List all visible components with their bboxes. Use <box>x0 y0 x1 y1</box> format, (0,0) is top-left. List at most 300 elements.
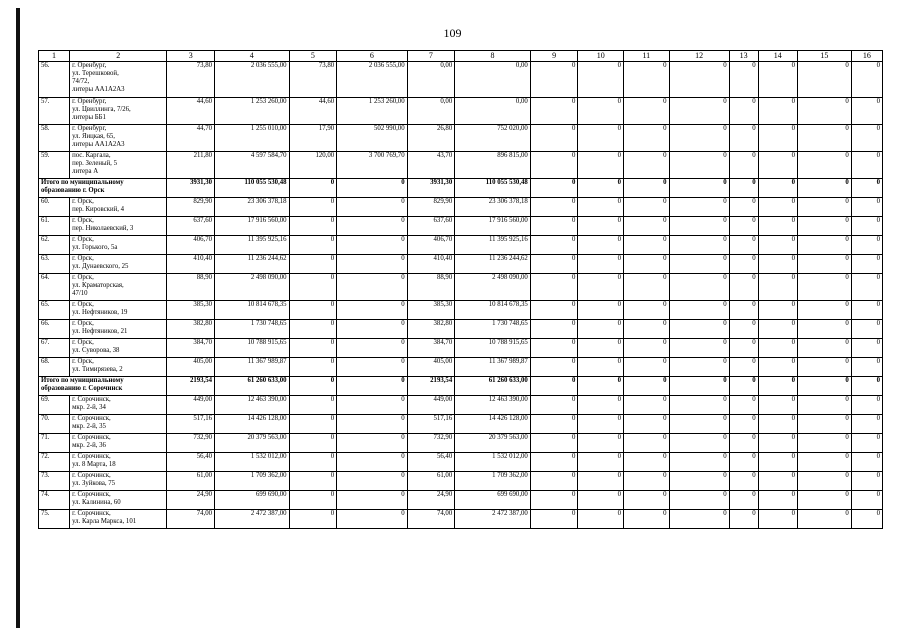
value-cell: 0 <box>729 300 758 319</box>
value-cell: 10 788 915,65 <box>455 338 531 357</box>
value-cell: 26,80 <box>407 124 455 151</box>
value-cell: 0 <box>289 490 337 509</box>
value-cell: 0 <box>758 471 797 490</box>
value-cell: 0 <box>530 197 578 216</box>
value-cell: 0 <box>758 357 797 376</box>
table-row <box>39 300 883 319</box>
value-cell: 0,00 <box>407 97 455 124</box>
table-row <box>39 235 883 254</box>
value-cell: 0 <box>578 178 624 197</box>
value-cell: 0 <box>337 178 407 197</box>
value-cell: 44,70 <box>167 124 215 151</box>
value-cell: 4 597 584,70 <box>215 151 290 178</box>
value-cell: 12 463 390,00 <box>455 395 531 414</box>
value-cell: 17,90 <box>289 124 337 151</box>
value-cell: 0 <box>624 178 670 197</box>
value-cell: 0 <box>624 376 670 395</box>
column-header: 14 <box>758 51 797 62</box>
value-cell: 637,60 <box>167 216 215 235</box>
address-cell <box>70 235 167 254</box>
row-number-cell: 56. <box>39 61 70 97</box>
address-line: ул. Цвиллинга, 7/26, <box>72 105 131 113</box>
value-cell: 0 <box>289 338 337 357</box>
total-label-cell <box>39 376 167 395</box>
value-cell: 0 <box>289 433 337 452</box>
row-number-cell: 74. <box>39 490 70 509</box>
value-cell: 0 <box>578 216 624 235</box>
value-cell: 449,00 <box>167 395 215 414</box>
value-cell: 0 <box>530 254 578 273</box>
row-number-cell: 67. <box>39 338 70 357</box>
value-cell: 110 055 530,48 <box>455 178 531 197</box>
value-cell: 0 <box>729 319 758 338</box>
value-cell: 0 <box>797 357 851 376</box>
address-line: г. Орск, <box>72 216 94 224</box>
address-line: ул. Яицкая, 65, <box>72 132 115 140</box>
value-cell: 11 395 925,16 <box>215 235 290 254</box>
value-cell: 74,00 <box>167 509 215 528</box>
value-cell: 0 <box>758 61 797 97</box>
value-cell: 0 <box>797 509 851 528</box>
value-cell: 0 <box>729 273 758 300</box>
table-row <box>39 254 883 273</box>
value-cell: 0 <box>851 178 882 197</box>
value-cell: 410,40 <box>407 254 455 273</box>
value-cell: 0 <box>729 151 758 178</box>
value-cell: 0 <box>624 235 670 254</box>
address-line: г. Сорочинск, <box>72 471 111 479</box>
value-cell: 0 <box>851 61 882 97</box>
value-cell: 0 <box>530 97 578 124</box>
value-cell: 0 <box>337 414 407 433</box>
value-cell: 0 <box>758 300 797 319</box>
value-cell: 0,00 <box>407 61 455 97</box>
value-cell: 0 <box>337 197 407 216</box>
value-cell: 0 <box>624 338 670 357</box>
column-header: 2 <box>70 51 167 62</box>
value-cell: 0 <box>578 376 624 395</box>
value-cell: 0 <box>337 490 407 509</box>
value-cell: 0 <box>729 452 758 471</box>
address-cell <box>70 509 167 528</box>
value-cell: 3931,30 <box>167 178 215 197</box>
value-cell: 88,90 <box>407 273 455 300</box>
value-cell: 0 <box>578 124 624 151</box>
address-cell <box>70 319 167 338</box>
value-cell: 0 <box>530 124 578 151</box>
value-cell: 0 <box>337 452 407 471</box>
row-number-cell: 70. <box>39 414 70 433</box>
value-cell: 44,60 <box>167 97 215 124</box>
value-cell: 1 532 012,00 <box>215 452 290 471</box>
value-cell: 0 <box>578 235 624 254</box>
value-cell: 0 <box>758 97 797 124</box>
value-cell: 385,30 <box>407 300 455 319</box>
value-cell: 1 532 012,00 <box>455 452 531 471</box>
scan-edge-bar <box>16 8 20 628</box>
value-cell: 0 <box>797 300 851 319</box>
value-cell: 0 <box>289 509 337 528</box>
row-number-cell: 73. <box>39 471 70 490</box>
value-cell: 0 <box>851 414 882 433</box>
value-cell: 0 <box>624 452 670 471</box>
address-line: ул. Тимирязева, 2 <box>72 365 123 373</box>
value-cell: 0 <box>624 471 670 490</box>
value-cell: 0 <box>797 490 851 509</box>
value-cell: 0 <box>669 414 729 433</box>
value-cell: 0 <box>797 395 851 414</box>
table-row <box>39 490 883 509</box>
value-cell: 24,90 <box>407 490 455 509</box>
value-cell: 0 <box>624 490 670 509</box>
value-cell: 0 <box>289 471 337 490</box>
table-row <box>39 509 883 528</box>
address-line: ул. Калинина, 60 <box>72 498 121 506</box>
value-cell: 0 <box>758 338 797 357</box>
value-cell: 699 690,00 <box>215 490 290 509</box>
table-row <box>39 197 883 216</box>
value-cell: 0 <box>530 61 578 97</box>
value-cell: 829,90 <box>167 197 215 216</box>
value-cell: 0 <box>578 395 624 414</box>
total-label-line: Итого по муниципальному <box>41 178 124 186</box>
value-cell: 61,00 <box>167 471 215 490</box>
address-line: г. Сорочинск, <box>72 509 111 517</box>
value-cell: 0 <box>669 452 729 471</box>
value-cell: 0 <box>530 452 578 471</box>
value-cell: 0 <box>758 178 797 197</box>
value-cell: 405,00 <box>167 357 215 376</box>
total-row <box>39 178 883 197</box>
value-cell: 829,90 <box>407 197 455 216</box>
value-cell: 0 <box>578 433 624 452</box>
value-cell: 406,70 <box>407 235 455 254</box>
value-cell: 0 <box>530 357 578 376</box>
value-cell: 0 <box>758 216 797 235</box>
value-cell: 11 236 244,62 <box>455 254 531 273</box>
value-cell: 0 <box>669 471 729 490</box>
value-cell: 0 <box>758 414 797 433</box>
value-cell: 0 <box>337 376 407 395</box>
table-row <box>39 452 883 471</box>
value-cell: 0 <box>337 216 407 235</box>
value-cell: 0 <box>624 97 670 124</box>
address-line: г. Сорочинск, <box>72 452 111 460</box>
address-line: г. Сорочинск, <box>72 433 111 441</box>
value-cell: 0,00 <box>455 61 531 97</box>
value-cell: 0 <box>578 151 624 178</box>
value-cell: 2 036 555,00 <box>215 61 290 97</box>
value-cell: 382,80 <box>407 319 455 338</box>
row-number-cell: 69. <box>39 395 70 414</box>
value-cell: 0 <box>669 97 729 124</box>
value-cell: 1 730 748,65 <box>215 319 290 338</box>
value-cell: 0 <box>729 124 758 151</box>
value-cell: 0 <box>729 376 758 395</box>
address-line: пер. Зеленый, 5 <box>72 159 117 167</box>
value-cell: 0 <box>758 273 797 300</box>
value-cell: 0 <box>578 452 624 471</box>
value-cell: 2 498 090,00 <box>215 273 290 300</box>
value-cell: 0 <box>729 490 758 509</box>
value-cell: 0 <box>337 254 407 273</box>
value-cell: 0 <box>797 254 851 273</box>
value-cell: 0 <box>578 61 624 97</box>
value-cell: 0 <box>851 357 882 376</box>
value-cell: 0 <box>624 433 670 452</box>
total-label-line: образованию г. Орск <box>41 186 105 194</box>
table-row <box>39 471 883 490</box>
value-cell: 0 <box>289 216 337 235</box>
column-header: 15 <box>797 51 851 62</box>
address-line: литеры ББ1 <box>72 113 106 121</box>
value-cell: 73,80 <box>289 61 337 97</box>
value-cell: 10 814 678,35 <box>455 300 531 319</box>
total-row <box>39 376 883 395</box>
value-cell: 0 <box>797 151 851 178</box>
value-cell: 0 <box>797 97 851 124</box>
table-row <box>39 338 883 357</box>
value-cell: 1 253 260,00 <box>215 97 290 124</box>
value-cell: 449,00 <box>407 395 455 414</box>
value-cell: 384,70 <box>407 338 455 357</box>
table-row <box>39 433 883 452</box>
value-cell: 0 <box>758 509 797 528</box>
value-cell: 0 <box>729 178 758 197</box>
value-cell: 1 255 010,00 <box>215 124 290 151</box>
value-cell: 410,40 <box>167 254 215 273</box>
address-cell <box>70 97 167 124</box>
value-cell: 0 <box>578 509 624 528</box>
value-cell: 0 <box>624 254 670 273</box>
address-line: ул. 8 Марта, 18 <box>72 460 116 468</box>
value-cell: 2193,54 <box>167 376 215 395</box>
value-cell: 14 426 128,00 <box>215 414 290 433</box>
table-row <box>39 414 883 433</box>
column-header: 6 <box>337 51 407 62</box>
value-cell: 0 <box>797 376 851 395</box>
address-cell <box>70 414 167 433</box>
value-cell: 0 <box>624 414 670 433</box>
value-cell: 0 <box>797 433 851 452</box>
value-cell: 384,70 <box>167 338 215 357</box>
address-line: ул. Горького, 5а <box>72 243 118 251</box>
column-header: 16 <box>851 51 882 62</box>
value-cell: 0 <box>624 395 670 414</box>
value-cell: 211,80 <box>167 151 215 178</box>
address-line: г. Оренбург, <box>72 124 107 132</box>
value-cell: 0 <box>851 151 882 178</box>
value-cell: 0 <box>530 300 578 319</box>
value-cell: 56,40 <box>407 452 455 471</box>
value-cell: 0 <box>578 319 624 338</box>
page-number: 109 <box>443 26 462 40</box>
value-cell: 0 <box>729 254 758 273</box>
row-number-cell: 68. <box>39 357 70 376</box>
value-cell: 699 690,00 <box>455 490 531 509</box>
value-cell: 0 <box>851 254 882 273</box>
value-cell: 0 <box>729 509 758 528</box>
value-cell: 0 <box>669 124 729 151</box>
address-line: г. Орск, <box>72 319 94 327</box>
row-number-cell: 59. <box>39 151 70 178</box>
value-cell: 896 815,00 <box>455 151 531 178</box>
value-cell: 24,90 <box>167 490 215 509</box>
value-cell: 0 <box>729 433 758 452</box>
value-cell: 120,00 <box>289 151 337 178</box>
value-cell: 0 <box>758 124 797 151</box>
table-row <box>39 124 883 151</box>
table-row <box>39 395 883 414</box>
value-cell: 74,00 <box>407 509 455 528</box>
column-header: 13 <box>729 51 758 62</box>
value-cell: 0 <box>337 433 407 452</box>
address-line: пер. Кировский, 4 <box>72 205 125 213</box>
value-cell: 0 <box>851 395 882 414</box>
value-cell: 0 <box>337 357 407 376</box>
address-line: ул. Дунаевского, 25 <box>72 262 129 270</box>
value-cell: 0 <box>851 216 882 235</box>
value-cell: 0 <box>669 151 729 178</box>
address-line: г. Сорочинск, <box>72 490 111 498</box>
value-cell: 2 472 387,00 <box>215 509 290 528</box>
address-line: мкр. 2-й, 35 <box>72 422 106 430</box>
value-cell: 1 709 362,00 <box>215 471 290 490</box>
header-row <box>39 51 883 62</box>
value-cell: 0 <box>289 178 337 197</box>
row-number-cell: 60. <box>39 197 70 216</box>
value-cell: 0 <box>758 235 797 254</box>
value-cell: 56,40 <box>167 452 215 471</box>
value-cell: 110 055 530,48 <box>215 178 290 197</box>
value-cell: 1 253 260,00 <box>337 97 407 124</box>
value-cell: 0 <box>729 338 758 357</box>
address-line: г. Сорочинск, <box>72 414 111 422</box>
value-cell: 0 <box>624 509 670 528</box>
address-line: пер. Николаевский, 3 <box>72 224 134 232</box>
address-line: 47/10 <box>72 289 88 297</box>
value-cell: 0 <box>797 319 851 338</box>
column-header: 11 <box>624 51 670 62</box>
value-cell: 0 <box>289 452 337 471</box>
row-number-cell: 58. <box>39 124 70 151</box>
value-cell: 0 <box>578 414 624 433</box>
row-number-cell: 61. <box>39 216 70 235</box>
address-line: ул. Краматорская, <box>72 281 124 289</box>
address-line: 74/72, <box>72 77 90 85</box>
value-cell: 0 <box>797 273 851 300</box>
table-row <box>39 273 883 300</box>
value-cell: 517,16 <box>407 414 455 433</box>
value-cell: 0 <box>337 338 407 357</box>
address-cell <box>70 433 167 452</box>
value-cell: 0 <box>669 273 729 300</box>
value-cell: 61,00 <box>407 471 455 490</box>
row-number-cell: 63. <box>39 254 70 273</box>
value-cell: 0 <box>758 395 797 414</box>
address-line: г. Оренбург, <box>72 97 107 105</box>
address-line: ул. Карла Маркса, 101 <box>72 517 137 525</box>
value-cell: 0 <box>624 216 670 235</box>
address-cell <box>70 197 167 216</box>
value-cell: 11 367 989,87 <box>455 357 531 376</box>
value-cell: 20 379 563,00 <box>455 433 531 452</box>
value-cell: 0 <box>530 490 578 509</box>
row-number-cell: 62. <box>39 235 70 254</box>
value-cell: 385,30 <box>167 300 215 319</box>
value-cell: 0 <box>530 235 578 254</box>
value-cell: 10 814 678,35 <box>215 300 290 319</box>
address-line: ул. Суворова, 38 <box>72 346 120 354</box>
value-cell: 0 <box>851 452 882 471</box>
value-cell: 0 <box>578 273 624 300</box>
value-cell: 61 260 633,00 <box>455 376 531 395</box>
value-cell: 0 <box>530 273 578 300</box>
address-line: ул. Терешковой, <box>72 69 119 77</box>
value-cell: 0 <box>797 414 851 433</box>
address-cell <box>70 490 167 509</box>
value-cell: 0 <box>797 216 851 235</box>
value-cell: 0 <box>337 235 407 254</box>
value-cell: 0 <box>729 216 758 235</box>
value-cell: 0 <box>289 414 337 433</box>
value-cell: 1 709 362,00 <box>455 471 531 490</box>
value-cell: 0 <box>624 197 670 216</box>
value-cell: 0 <box>578 471 624 490</box>
address-cell <box>70 395 167 414</box>
value-cell: 752 020,00 <box>455 124 531 151</box>
address-line: г. Оренбург, <box>72 61 107 69</box>
value-cell: 0 <box>851 319 882 338</box>
value-cell: 0 <box>289 197 337 216</box>
value-cell: 0 <box>624 319 670 338</box>
value-cell: 0 <box>578 490 624 509</box>
value-cell: 0 <box>758 319 797 338</box>
value-cell: 0 <box>851 338 882 357</box>
value-cell: 0 <box>851 376 882 395</box>
value-cell: 0 <box>797 124 851 151</box>
value-cell: 0 <box>797 471 851 490</box>
value-cell: 0 <box>797 61 851 97</box>
address-cell <box>70 273 167 300</box>
address-line: г. Орск, <box>72 197 94 205</box>
address-cell <box>70 357 167 376</box>
value-cell: 0 <box>530 433 578 452</box>
value-cell: 0 <box>289 395 337 414</box>
value-cell: 0 <box>530 395 578 414</box>
value-cell: 0 <box>851 509 882 528</box>
column-header: 3 <box>167 51 215 62</box>
value-cell: 0 <box>669 61 729 97</box>
value-cell: 0 <box>289 300 337 319</box>
column-header: 7 <box>407 51 455 62</box>
value-cell: 88,90 <box>167 273 215 300</box>
address-line: ул. Нефтяников, 19 <box>72 308 128 316</box>
value-cell: 0 <box>729 61 758 97</box>
address-line: г. Сорочинск, <box>72 395 111 403</box>
value-cell: 0 <box>669 300 729 319</box>
value-cell: 3931,30 <box>407 178 455 197</box>
value-cell: 11 236 244,62 <box>215 254 290 273</box>
value-cell: 0 <box>851 197 882 216</box>
row-number-cell: 66. <box>39 319 70 338</box>
value-cell: 0 <box>729 357 758 376</box>
address-cell <box>70 124 167 151</box>
address-cell <box>70 254 167 273</box>
address-cell <box>70 216 167 235</box>
value-cell: 0 <box>337 319 407 338</box>
value-cell: 0 <box>851 471 882 490</box>
